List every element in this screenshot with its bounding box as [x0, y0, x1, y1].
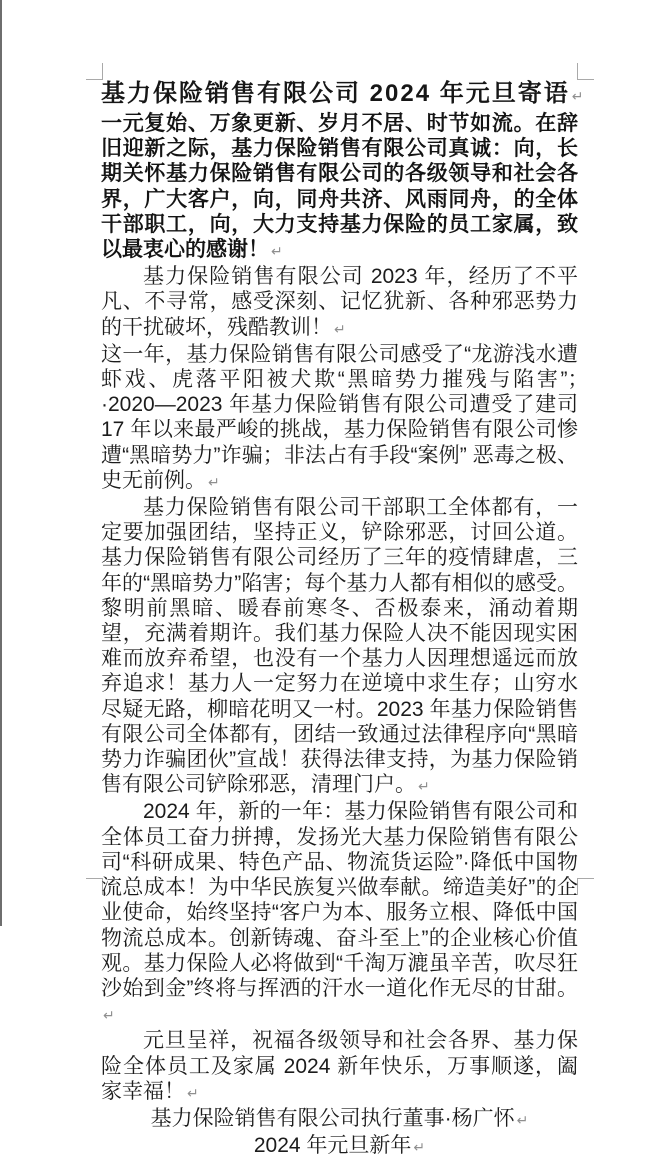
- paragraph-mark-icon: ↵: [334, 320, 346, 337]
- paragraph-mark-icon: ↵: [413, 1139, 426, 1156]
- paragraph-mark-icon: ↵: [187, 1084, 199, 1101]
- blessing-paragraph: [101, 1028, 578, 1106]
- date-line: [101, 1133, 578, 1160]
- greeting-paragraph: [101, 111, 578, 264]
- paragraph-mark-icon: ↵: [571, 88, 584, 104]
- paragraph-text: 元旦呈祥，祝福各级领导和社会各界、基力保险全体员工及家属 2024 新年快乐，万事顺遂，阖家幸福！: [101, 1029, 578, 1103]
- date-text: 2024 年元旦新年: [253, 1134, 412, 1158]
- paragraph-mark-icon: ↵: [418, 778, 430, 795]
- unity-paragraph: [101, 495, 578, 799]
- signature-line: [101, 1106, 578, 1133]
- document-title-text: 基力保险销售有限公司 2024 年元旦寄语: [101, 80, 570, 107]
- outlook-2024-paragraph: [101, 799, 578, 1028]
- page-left-edge: [0, 0, 2, 926]
- text-boundary-mark-bottom-right: [577, 878, 594, 895]
- paragraph-mark-icon: ↵: [271, 243, 283, 260]
- paragraph-text: 这一年，基力保险销售有限公司感受了“龙游浅水遭虾戏、虎落平阳被犬欺“黑暗势力摧残与陷害”；·2020—2023 年基力保险销售有限公司遭受了建司 17 年以来最严峻的挑战，基力保险销售有限公司惨遭“黑暗势力”诈骗；非法占有手段“案例” 恶毒之极、史无前例。: [101, 342, 578, 492]
- paragraph-text: 一元复始、万象更新、岁月不居、时节如流。在辞旧迎新之际，基力保险销售有限公司真诚：向，长期关怀基力保险销售有限公司的各级领导和社会各界，广大客户，向，同舟共济、风雨同舟，的全体干部职工，向，大力支持基力保险的员工家属，致以最衷心的感谢！: [101, 112, 578, 262]
- paragraph-mark-icon: ↵: [103, 1007, 115, 1024]
- paragraph-text: 基力保险销售有限公司干部职工全体都有，一定要加强团结，坚持正义，铲除邪恶，讨回公道。基力保险销售有限公司经历了三年的疫情肆虐，三年的“黑暗势力”陷害；每个基力人都有相似的感受。黎明前黑暗、暖春前寒冬、否极泰来，涌动着期望，充满着期许。我们基力保险人决不能因现实困难而放弃希望，也没有一个基力人因理想遥远而放弃追求！基力人一定努力在逆境中求生存；山穷水尽疑无路，柳暗花明又一村。2023 年基力保险销售有限公司全体都有，团结一致通过法律程序向“黑暗势力诈骗团伙”宣战！获得法律支持，为基力保险销售有限公司铲除邪恶，清理门户。: [101, 496, 578, 797]
- paragraph-text: 2024 年，新的一年：基力保险销售有限公司和全体员工奋力拼搏，发扬光大基力保险销售有限公司“科研成果、特色产品、物流货运险”·降低中国物流总成本！为中华民族复兴做奉献。缔造美好”的企业使命，始终坚持“客户为本、服务立根、降低中国物流总成本。创新铸魂、奋斗至上”的企业核心价值观。基力保险人必将做到“千淘万漉虽辛苦，吹尽狂沙始到金”终将与挥洒的汗水一道化作无尽的甘甜。: [101, 800, 578, 1000]
- paragraph-mark-icon: ↵: [516, 1111, 529, 1128]
- hardship-paragraph: [101, 342, 578, 495]
- document-text-area[interactable]: [101, 79, 584, 1160]
- text-boundary-mark-top-left: [86, 63, 103, 80]
- signature-text: 基力保险销售有限公司执行董事·杨广怀: [150, 1106, 515, 1130]
- paragraph-text: 基力保险销售有限公司 2023 年，经历了不平凡、不寻常，感受深刻、记忆犹新、各种邪恶势力的干扰破坏，残酷教训！: [101, 265, 578, 339]
- document-title: [101, 79, 584, 111]
- text-boundary-mark-top-right: [577, 63, 594, 80]
- review-2023-paragraph: [101, 264, 578, 342]
- paragraph-mark-icon: ↵: [208, 473, 220, 490]
